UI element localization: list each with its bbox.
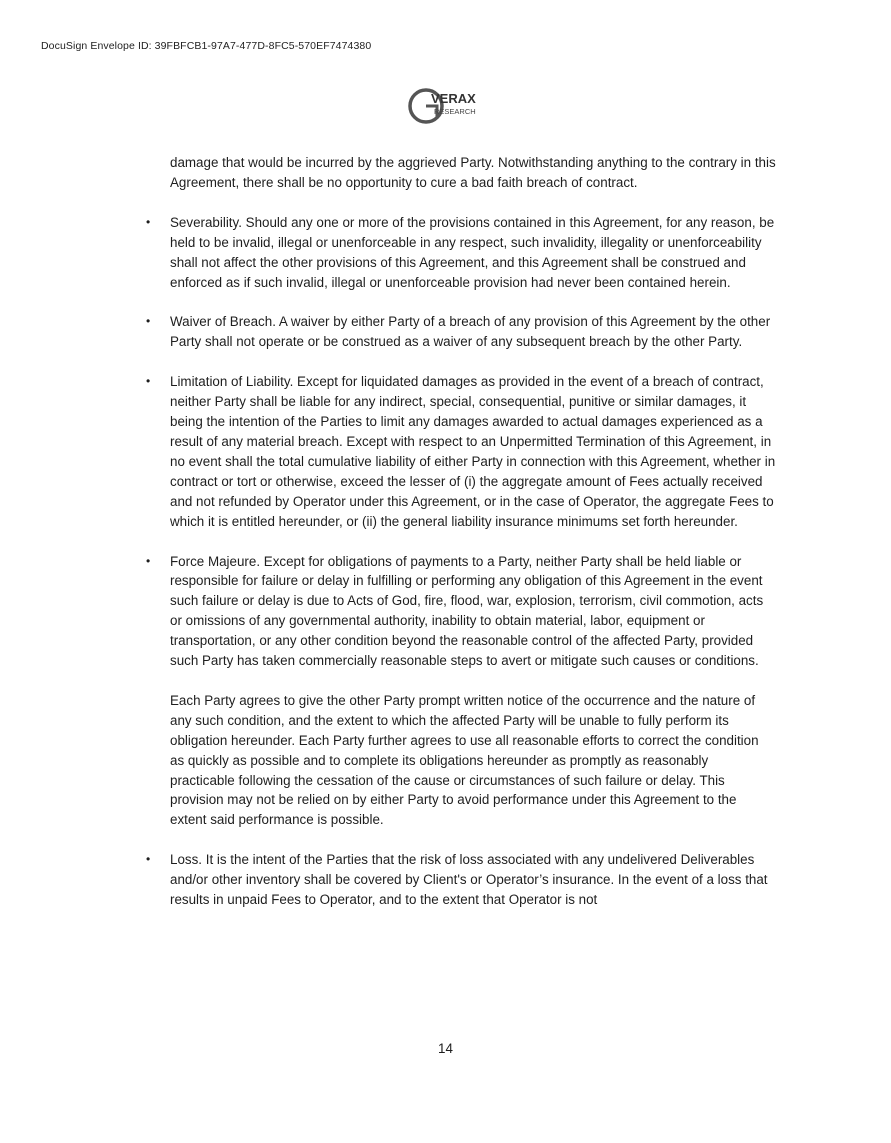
clause-text: Severability. Should any one or more of the provisions contained in this Agreement, for any reason, be held to be invalid, illegal or unenforceable in any respect, such invalidity, illegality or unenforceability shall not affect the other provisions of this Agreement, and this Agreement shall be construed and enforced as if such invalid, illegal or unenforceable provision had never been contained herein. bbox=[170, 214, 775, 290]
document-body bbox=[146, 153, 776, 910]
clause-text: Loss. It is the intent of the Parties that the risk of loss associated with any undelivered Deliverables and/or other inventory shall be covered by Client's or Operator’s insurance. In the event of a loss that results in unpaid Fees to Operator, and to the extent that Operator is not bbox=[170, 852, 768, 908]
logo-name: VERAX bbox=[431, 91, 476, 106]
bullet-marker: • bbox=[146, 314, 151, 329]
waiver-of-breach-clause bbox=[146, 312, 776, 352]
docusign-envelope-id: DocuSign Envelope ID: 39FBFCB1-97A7-477D-8FC5-570EF7474380 bbox=[41, 40, 372, 52]
limitation-of-liability-clause bbox=[146, 372, 776, 531]
bullet-marker: • bbox=[146, 553, 151, 568]
logo-subtitle: RESEARCH bbox=[434, 107, 476, 116]
clause-text: Force Majeure. Except for obligations of payments to a Party, neither Party shall be held liable or responsible for failure or delay in fulfilling or performing any obligation of this Agreement in the event such failure or delay is due to Acts of God, fire, flood, war, explosion, terrorism, civil commotion, acts or omissions of any governmental authority, inability to obtain material, labor, equipment or transportation, or any other condition beyond the reasonable control of the affected Party, provided such Party has taken commercially reasonable steps to avert or mitigate such causes or conditions. bbox=[170, 553, 764, 669]
page-number: 14 bbox=[438, 1041, 453, 1056]
bullet-marker: • bbox=[146, 852, 151, 867]
clause-text: Limitation of Liability. Except for liquidated damages as provided in the event of a breach of contract, neither Party shall be liable for any indirect, special, consequential, punitive or similar damages, it being the intention of the Parties to limit any damages awarded to actual damages experienced as a result of any material breach. Except with respect to an Unpermitted Termination of this Agreement, in no event shall the total cumulative liability of either Party in connection with this Agreement, whether in contract or tort or otherwise, exceed the lesser of (i) the aggregate amount of Fees actually received and not refunded by Operator under this Agreement, or in the case of Operator, the aggregate Fees to which it is entitled hereunder, or (ii) the general liability insurance minimums set forth hereunder. bbox=[170, 374, 776, 529]
bullet-marker: • bbox=[146, 214, 151, 229]
verax-research-logo bbox=[406, 82, 486, 130]
clause-text: Waiver of Breach. A waiver by either Party of a breach of any provision of this Agreement by the other Party shall not operate or be construed as a waiver of any subsequent breach by the other Party. bbox=[170, 314, 771, 350]
severability-clause bbox=[146, 213, 776, 293]
intro-paragraph: damage that would be incurred by the aggrieved Party. Notwithstanding anything to the contrary in this Agreement, there shall be no opportunity to cure a bad faith breach of contract. bbox=[170, 155, 776, 190]
bullet-marker: • bbox=[146, 374, 151, 389]
clause-continuation: Each Party agrees to give the other Party prompt written notice of the occurrence and the nature of any such condition, and the extent to which the affected Party will be unable to fully perform its obligation hereunder. Each Party further agrees to use all reasonable efforts to correct the condition as quickly as possible and to complete its obligations hereunder as promptly as reasonably practicable following the cessation of the cause or circumstances of such failure or delay. This provision may not be relied on by either Party to avoid performance under this Agreement to the extent said performance is possible. bbox=[170, 692, 759, 828]
force-majeure-clause bbox=[146, 552, 776, 831]
loss-clause bbox=[146, 850, 776, 910]
